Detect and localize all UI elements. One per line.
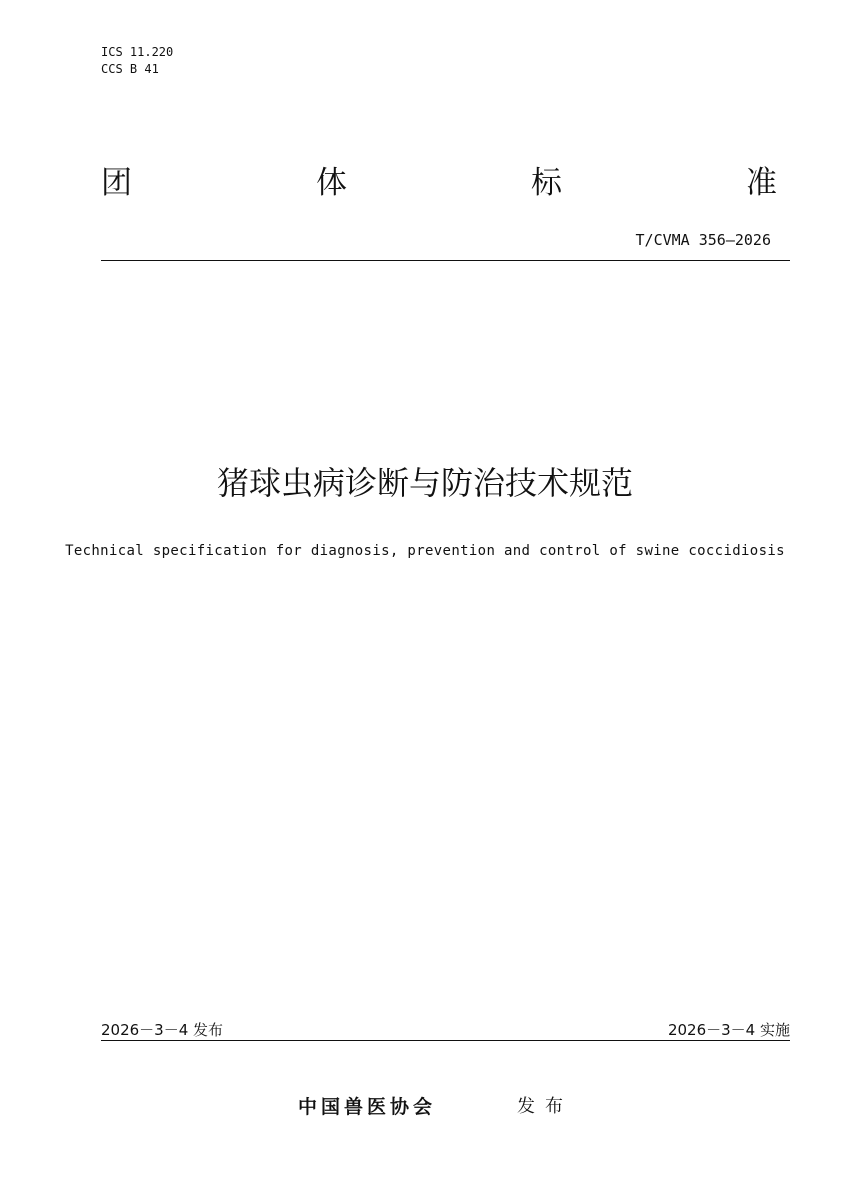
header-divider xyxy=(101,260,790,261)
footer-divider xyxy=(101,1040,790,1041)
title-english: Technical specification for diagnosis, prevention and control of swine coccidiosis xyxy=(65,543,785,559)
classification-codes xyxy=(101,44,173,78)
ics-code: ICS 11.220 xyxy=(101,45,174,59)
issue-date: 2026－3－4 发布 xyxy=(101,1021,224,1039)
standard-number: T/CVMA 356—2026 xyxy=(635,231,771,249)
implementation-date: 2026－3－4 实施 xyxy=(667,1021,790,1039)
title-chinese: 猪球虫病诊断与防治技术规范 xyxy=(216,464,633,502)
doc-type-char: 标 xyxy=(531,165,562,201)
publish-label: 发布 xyxy=(517,1096,573,1117)
document-type-heading xyxy=(101,162,777,204)
publisher-name: 中国兽医协会 xyxy=(298,1096,437,1118)
doc-type-char: 体 xyxy=(316,165,347,201)
ccs-code: CCS B 41 xyxy=(101,62,159,76)
doc-type-char: 准 xyxy=(746,165,777,201)
doc-type-char: 团 xyxy=(101,165,132,201)
